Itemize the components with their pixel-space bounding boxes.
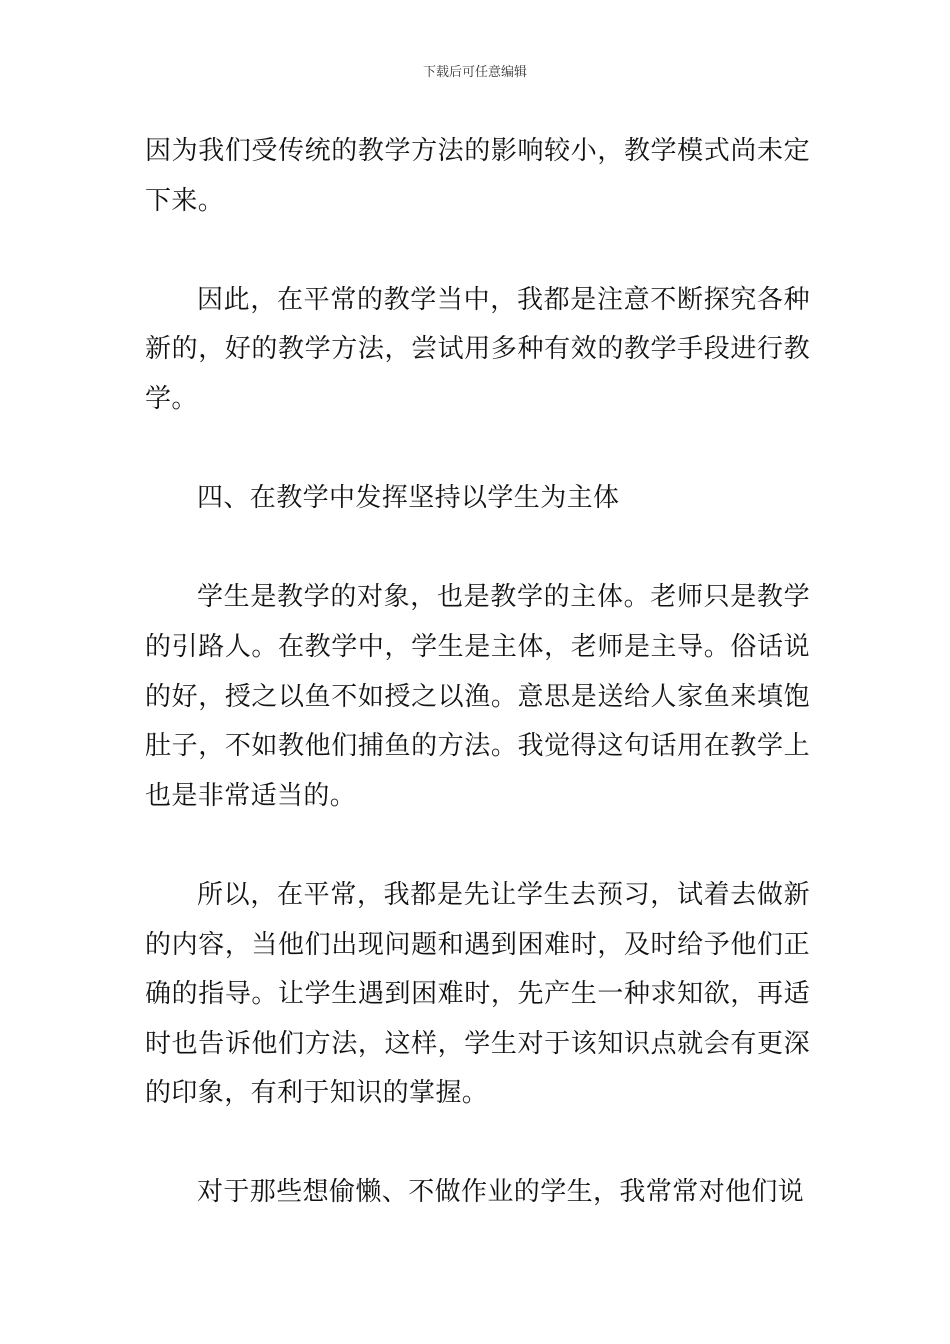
- section-heading: 四、在教学中发挥坚持以学生为主体: [197, 483, 620, 514]
- paragraph-1: 因为我们受传统的教学方法的影响较小，教学模式尚未定下来。: [145, 136, 810, 216]
- paragraph-gap: [145, 425, 810, 475]
- paragraph-2: 因此，在平常的教学当中，我都是注意不断探究各种新的，好的教学方法，尝试用多种有效的教学手段进行教学。: [145, 284, 810, 414]
- paragraph-4: 所以，在平常，我都是先让学生去预习，试着去做新的内容，当他们出现问题和遇到困难时，及时给予他们正确的指导。让学生遇到困难时，先产生一种求知欲，再适时也告诉他们方法，这样，学生对于该知识点就会有更深的印象，有利于知识的掌握。: [145, 879, 810, 1109]
- paragraph-3: 学生是教学的对象，也是教学的主体。老师只是教学的引路人。在教学中，学生是主体，老师是主导。俗话说的好，授之以鱼不如授之以渔。意思是送给人家鱼来填饱肚子，不如教他们捕鱼的方法。我觉得这句话用在教学上也是非常适当的。: [145, 582, 810, 811]
- paragraph-gap: [145, 821, 810, 871]
- paragraph-5: 对于那些想偷懒、不做作业的学生，我常常对他们说: [197, 1177, 805, 1208]
- page-header: 下载后可任意编辑: [422, 65, 527, 80]
- document-body: [145, 127, 810, 1218]
- paragraph-gap: [145, 1119, 810, 1169]
- paragraph-gap: [145, 226, 810, 276]
- paragraph-gap: [145, 524, 810, 574]
